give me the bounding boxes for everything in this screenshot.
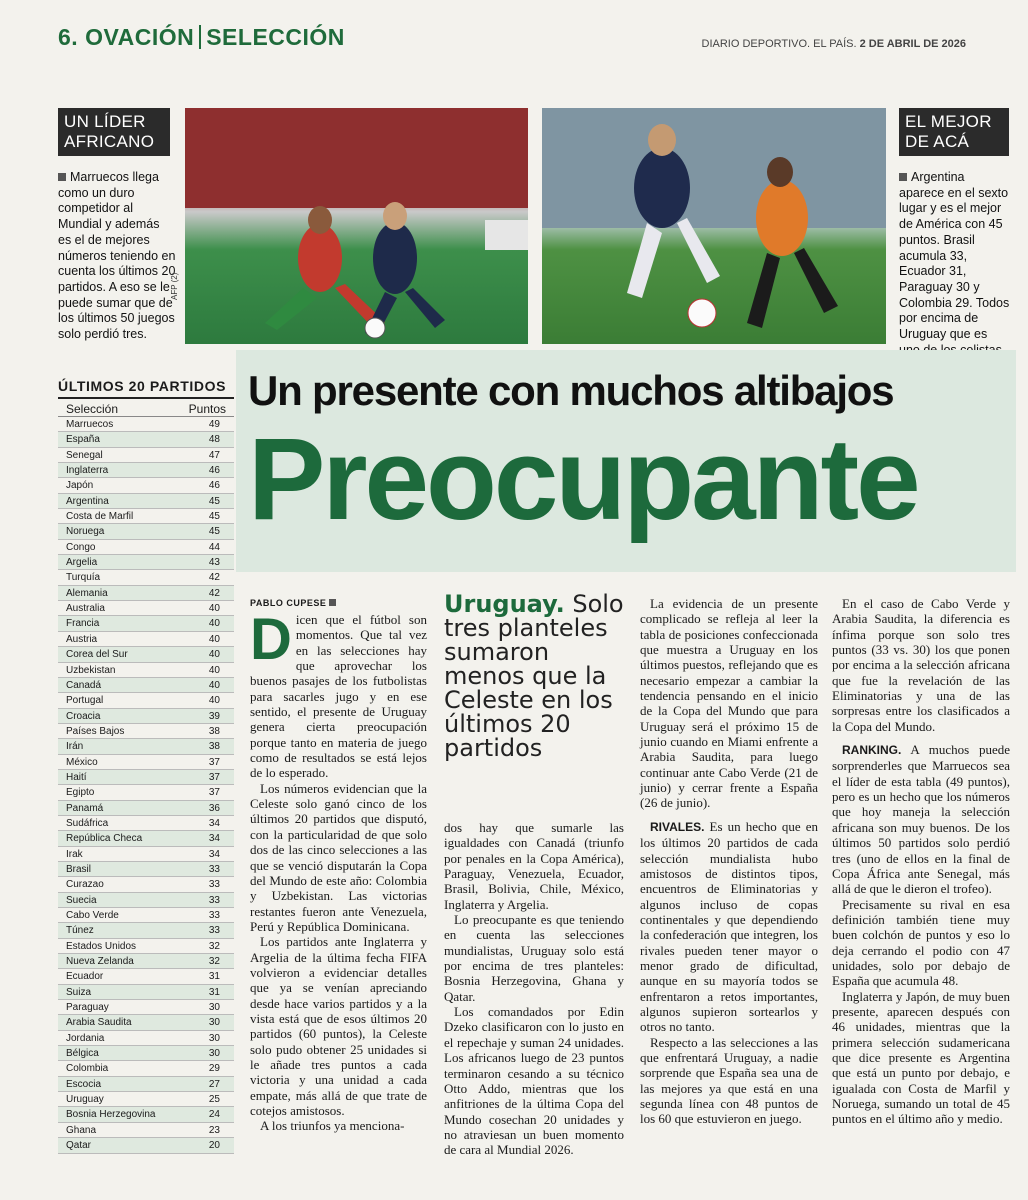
team-points: 33 (208, 910, 220, 921)
table-row (58, 954, 234, 969)
paragraph: En el caso de Cabo Verde y Arabia Saudita, la diferencia es ínfima porque son solo tres puntos (33 vs. 30) los que ponen por encima a la selección africana que fue la revelación de las Eliminatorias y una de las sorpresas entre los clasificados a la Copa del Mundo. (832, 596, 1010, 734)
team-points: 37 (208, 787, 220, 799)
team-name: Turquía (66, 572, 101, 584)
table-row (58, 417, 234, 432)
table-row (58, 724, 234, 739)
table-row (58, 877, 234, 892)
team-points: 30 (208, 1002, 220, 1014)
team-points: 45 (208, 526, 220, 538)
table-row (58, 601, 234, 616)
table-row (58, 1092, 234, 1107)
team-name: Irán (66, 741, 84, 753)
left-box-title (58, 108, 170, 156)
team-name: Suiza (66, 986, 92, 998)
team-points: 37 (208, 771, 220, 783)
table-row (58, 432, 234, 447)
table-row (58, 524, 234, 539)
table-row (58, 1000, 234, 1015)
table-row (58, 1031, 234, 1046)
team-points: 42 (208, 587, 220, 599)
team-name: República Checa (66, 833, 143, 845)
table-row (58, 709, 234, 724)
paragraph: Precisamente su rival en esa definición también tiene muy buen colchón de puntos y eso lo deja cerrando el podio con 47 unidades, solo por debajo de España que acumula 48. (832, 896, 1010, 989)
team-name: España (66, 434, 100, 446)
table-row (58, 831, 234, 846)
table-row (58, 448, 234, 463)
photo-credit: AFP (2) (170, 272, 179, 300)
team-points: 40 (208, 679, 220, 691)
team-name: Túnez (66, 925, 94, 937)
team-points: 31 (208, 971, 220, 983)
photo-argentina-illustration (542, 108, 886, 344)
team-points: 33 (208, 894, 220, 906)
right-box-title-line1: EL MEJOR (905, 112, 992, 131)
table-row (58, 1077, 234, 1092)
team-name: Argentina (66, 495, 109, 507)
left-box-body: Marruecos llega como un duro competidor al Mundial y además es el de mejores números teniendo en cuenta los últimos 20 partidos. A eso se le puede sumar que de los últimos 50 juegos solo perdió tres. (58, 170, 176, 342)
table-row (58, 1138, 234, 1153)
paragraph-text: A muchos puede sorprenderles que Marruecos sea el líder de esta tabla (49 puntos), pero es un hecho que los números que hoy maneja la selección africana son muy buenos. De los últimos 50 partidos solo perdió tres (uno de ellos en la final de Copa África ante Senegal, más allá de que le dieron el trofeo). (832, 742, 1010, 897)
team-name: Portugal (66, 695, 104, 707)
team-name: Ghana (66, 1124, 97, 1136)
pull-quote-lead: Uruguay. (444, 590, 565, 618)
table-row (58, 816, 234, 831)
team-name: Canadá (66, 679, 102, 691)
photo-argentina-match (542, 108, 886, 344)
team-points: 29 (208, 1063, 220, 1075)
team-name: Congo (66, 541, 96, 553)
team-name: Curazao (66, 879, 104, 891)
pull-quote-text: Solo tres planteles sumaron menos que la Celeste en los últimos 20 partidos (444, 590, 624, 762)
team-name: Jordania (66, 1032, 105, 1044)
team-name: Suecia (66, 894, 97, 906)
table-row (58, 693, 234, 708)
team-name: Nueva Zelanda (66, 956, 134, 968)
table-row (58, 570, 234, 585)
left-box-title-line2: AFRICANO (64, 132, 155, 151)
team-name: Países Bajos (66, 725, 125, 737)
table-row (58, 555, 234, 570)
team-points: 36 (208, 802, 220, 814)
byline-square-icon (329, 599, 336, 606)
team-points: 49 (208, 419, 220, 430)
table-row (58, 1046, 234, 1061)
table-title: ÚLTIMOS 20 PARTIDOS (58, 378, 234, 399)
team-points: 30 (208, 1017, 220, 1029)
team-points: 40 (208, 633, 220, 645)
article-column-3 (640, 596, 818, 1127)
team-points: 34 (208, 817, 220, 829)
drop-cap: D (250, 607, 292, 672)
pull-quote (444, 592, 624, 760)
team-points: 23 (208, 1124, 220, 1136)
table-row (58, 663, 234, 678)
team-name: Panamá (66, 802, 104, 814)
team-points: 34 (208, 848, 220, 860)
paragraph: Los comandados por Edin Dzeko clasificaron con lo justo en el repechaje y suman 24 unidades. Los africanos luego de 23 puntos terminaron cesando a su técnico Otto Addo, mientras que los anfitriones de la última Copa del Mundo cosechan 20 unidades y no atraviesan un buen momento de cara al Mundial 2026. (444, 1004, 624, 1158)
dateline-publication: DIARIO DEPORTIVO. EL PAÍS. (701, 38, 860, 50)
left-box-title-line1: UN LÍDER (64, 112, 146, 131)
paragraph: Respecto a las selecciones a las que enfrentará Uruguay, a nadie sorprende que España sea una de las mejores ya que está en una segunda línea con 48 puntos de los 60 que estuvieron en juego. (640, 1034, 818, 1127)
article-column-1 (250, 607, 427, 1134)
team-name: Egipto (66, 787, 95, 799)
table-row (58, 463, 234, 478)
team-name: Costa de Marfil (66, 511, 134, 523)
team-name: Bélgica (66, 1048, 99, 1060)
paragraph: La evidencia de un presente complicado se refleja al leer la tabla de posiciones confeccionada que muestra a Uruguay en los últimos puestos, reflejando que es necesario empezar a cambiar la tendencia pensando en el inicio de la Copa del Mundo que para Uruguay será el próximo 15 de junio cuando en Miami enfrente a Arabia Saudita, para luego continuar ante Cabo Verde (21 de junio) y cerrar frente a España (26 de junio). (640, 596, 818, 811)
table-row (58, 1123, 234, 1138)
team-points: 37 (208, 756, 220, 768)
team-points: 40 (208, 603, 220, 615)
right-box-title-line2: DE ACÁ (905, 132, 970, 151)
table-row (58, 908, 234, 923)
team-points: 39 (208, 710, 220, 722)
team-name: Argelia (66, 557, 98, 569)
team-name: Francia (66, 618, 100, 630)
team-name: Ecuador (66, 971, 104, 983)
table-row (58, 923, 234, 938)
team-name: Estados Unidos (66, 940, 137, 952)
team-name: Austria (66, 633, 98, 645)
photo-morocco-illustration (185, 108, 528, 344)
paragraph: Los partidos ante Inglaterra y Argelia de la última fecha FIFA volvieron a evidenciar detalles que ya se venían apreciando desde hace varios partidos y a la vista está que de esos últimos 20 partidos (60 puntos), la Celeste solo pudo obtener 25 unidades si le añade tres puntos a cada victoria y una unidad a cada empate, más allá de que trate de cotejos amistosos. (250, 934, 427, 1118)
table-row (58, 494, 234, 509)
paragraph (832, 742, 1010, 896)
table-row (58, 478, 234, 493)
paragraph: dos hay que sumarle las igualdades con Canadá (triunfo por penales en la Copa América), Paraguay, Venezuela, Ecuador, Brasil, Bolivia, Chile, México, Inglaterra y Argelia. (444, 820, 624, 912)
col-team-header: Selección (66, 402, 119, 416)
team-points: 40 (208, 664, 220, 676)
team-points: 34 (208, 833, 220, 845)
dateline-date: 2 DE ABRIL DE 2026 (859, 38, 966, 50)
table-row (58, 632, 234, 647)
right-box-text (899, 170, 1011, 374)
table-row (58, 801, 234, 816)
team-name: Uzbekistan (66, 664, 116, 676)
team-points: 46 (208, 480, 220, 492)
team-points: 40 (208, 695, 220, 707)
table-row (58, 893, 234, 908)
team-name: Bosnia Herzegovina (66, 1109, 156, 1121)
paragraph: Lo preocupante es que teniendo en cuenta las selecciones mundialistas, Uruguay solo está por encima de tres planteles: Bosnia Herzegovina, Ghana y Qatar. (444, 912, 624, 1004)
paragraph-text: Es un hecho que en los últimos 20 partidos de cada selección mundialista hubo amistosos de distintos tipos, encuentros de Eliminatorias y algunos incluso de copas continentales y que dependiendo la confederación que integren, los rivales pueden tener mayor o menor grado de dificultad, aunque en su mayoría todos se enfrentaron a retos importantes, algunos supieron sortearlos y otros no tanto. (640, 818, 818, 1035)
team-name: México (66, 756, 98, 768)
table-row (58, 678, 234, 693)
team-points: 33 (208, 925, 220, 937)
team-points: 47 (208, 449, 220, 461)
table-row (58, 785, 234, 800)
paragraph: Los números evidencian que la Celeste solo ganó cinco de los últimos 20 partidos que disputó, con la particularidad de que solo dos de las cinco selecciones a las que se venció disputarán la Copa del Mundo de este año: Colombia y Uzbekistan. Las victorias restantes fueron ante Venezuela, Perú y República Dominicana. (250, 780, 427, 934)
team-name: Corea del Sur (66, 649, 128, 661)
team-name: Paraguay (66, 1002, 109, 1014)
table-row (58, 509, 234, 524)
section-divider (199, 25, 201, 49)
team-points: 44 (208, 541, 220, 553)
team-points: 27 (208, 1078, 220, 1090)
table-row (58, 985, 234, 1000)
right-box-body: Argentina aparece en el sexto lugar y es el mejor de América con 45 puntos. Brasil acumula 33, Ecuador 31, Paraguay 30 y Colombia 29. Todos por encima de Uruguay que es (899, 170, 1010, 342)
table-row (58, 616, 234, 631)
team-name: Uruguay (66, 1094, 104, 1106)
team-points: 31 (208, 986, 220, 998)
table-row (58, 1107, 234, 1122)
subhead-ranking: RANKING. (842, 743, 902, 758)
team-name: Croacia (66, 710, 101, 722)
team-name: Colombia (66, 1063, 109, 1075)
paragraph: Inglaterra y Japón, de muy buen presente, aparecen después con 46 unidades, mientras que la primera selección sudamericana que dice presente es Argentina que está un punto por debajo, e igualada con Costa de Marfil y Noruega, sumando un total de 45 puntos en el último año y medio. (832, 988, 1010, 1127)
table-row (58, 739, 234, 754)
team-name: Marruecos (66, 419, 114, 430)
table-row (58, 755, 234, 770)
team-points: 38 (208, 725, 220, 737)
team-points: 33 (208, 879, 220, 891)
table-header (58, 402, 234, 417)
team-points: 30 (208, 1032, 220, 1044)
table-row (58, 647, 234, 662)
team-points: 45 (208, 495, 220, 507)
table-row (58, 847, 234, 862)
dateline (702, 38, 967, 50)
team-points: 20 (208, 1140, 220, 1152)
section-prefix: 6. OVACIÓN (58, 24, 195, 50)
team-points: 40 (208, 649, 220, 661)
team-name: Inglaterra (66, 465, 109, 477)
paragraph: icen que el fútbol son momentos. Que tal vez en las selecciones hay que aprovechar los buenos pasajes de los futbolistas para sacarles jugo y en ese sentido, el presente de Uruguay genera cierta preocupación porque tanto en materia de juego como de resultados se está lejos de lo esperado. (250, 612, 427, 781)
standings-table (58, 402, 234, 1154)
team-points: 32 (208, 940, 220, 952)
team-name: Sudáfrica (66, 817, 109, 829)
team-points: 25 (208, 1094, 220, 1106)
left-box-text (58, 170, 176, 343)
subhead-rivales: RIVALES. (650, 819, 705, 834)
team-name: Alemania (66, 587, 108, 599)
team-name: Qatar (66, 1140, 92, 1152)
team-points: 24 (208, 1109, 220, 1121)
byline-author: PABLO CUPESE (250, 598, 327, 608)
team-points: 48 (208, 434, 220, 446)
team-points: 43 (208, 557, 220, 569)
col-points-header: Puntos (188, 402, 226, 416)
table-row (58, 862, 234, 877)
table-row (58, 770, 234, 785)
section-header (58, 24, 345, 51)
table-body (58, 417, 234, 1154)
team-name: Japón (66, 480, 94, 492)
right-box-title (899, 108, 1009, 156)
table-row (58, 1015, 234, 1030)
team-points: 30 (208, 1048, 220, 1060)
article-column-2 (444, 820, 624, 1158)
team-points: 40 (208, 618, 220, 630)
team-name: Irak (66, 848, 83, 860)
table-row (58, 1061, 234, 1076)
team-points: 42 (208, 572, 220, 584)
team-name: Noruega (66, 526, 105, 538)
team-points: 33 (208, 863, 220, 875)
paragraph (640, 819, 818, 1035)
team-points: 38 (208, 741, 220, 753)
photo-morocco-match (185, 108, 528, 344)
team-points: 45 (208, 511, 220, 523)
team-points: 46 (208, 465, 220, 477)
team-points: 32 (208, 956, 220, 968)
team-name: Haití (66, 771, 87, 783)
team-name: Brasil (66, 863, 92, 875)
team-name: Cabo Verde (66, 910, 119, 921)
table-row (58, 969, 234, 984)
team-name: Arabia Saudita (66, 1017, 132, 1029)
team-name: Senegal (66, 449, 103, 461)
team-name: Australia (66, 603, 105, 615)
team-name: Escocia (66, 1078, 102, 1090)
bullet-square-icon (58, 173, 66, 181)
section-name: SELECCIÓN (206, 24, 345, 50)
table-row (58, 939, 234, 954)
paragraph: A los triunfos ya menciona- (260, 1118, 405, 1134)
article-column-4 (832, 596, 1010, 1127)
headline-main: Preocupante (248, 414, 918, 544)
bullet-square-icon (899, 173, 907, 181)
headline-subtitle: Un presente con muchos altibajos (248, 367, 894, 414)
table-row (58, 540, 234, 555)
table-row (58, 586, 234, 601)
